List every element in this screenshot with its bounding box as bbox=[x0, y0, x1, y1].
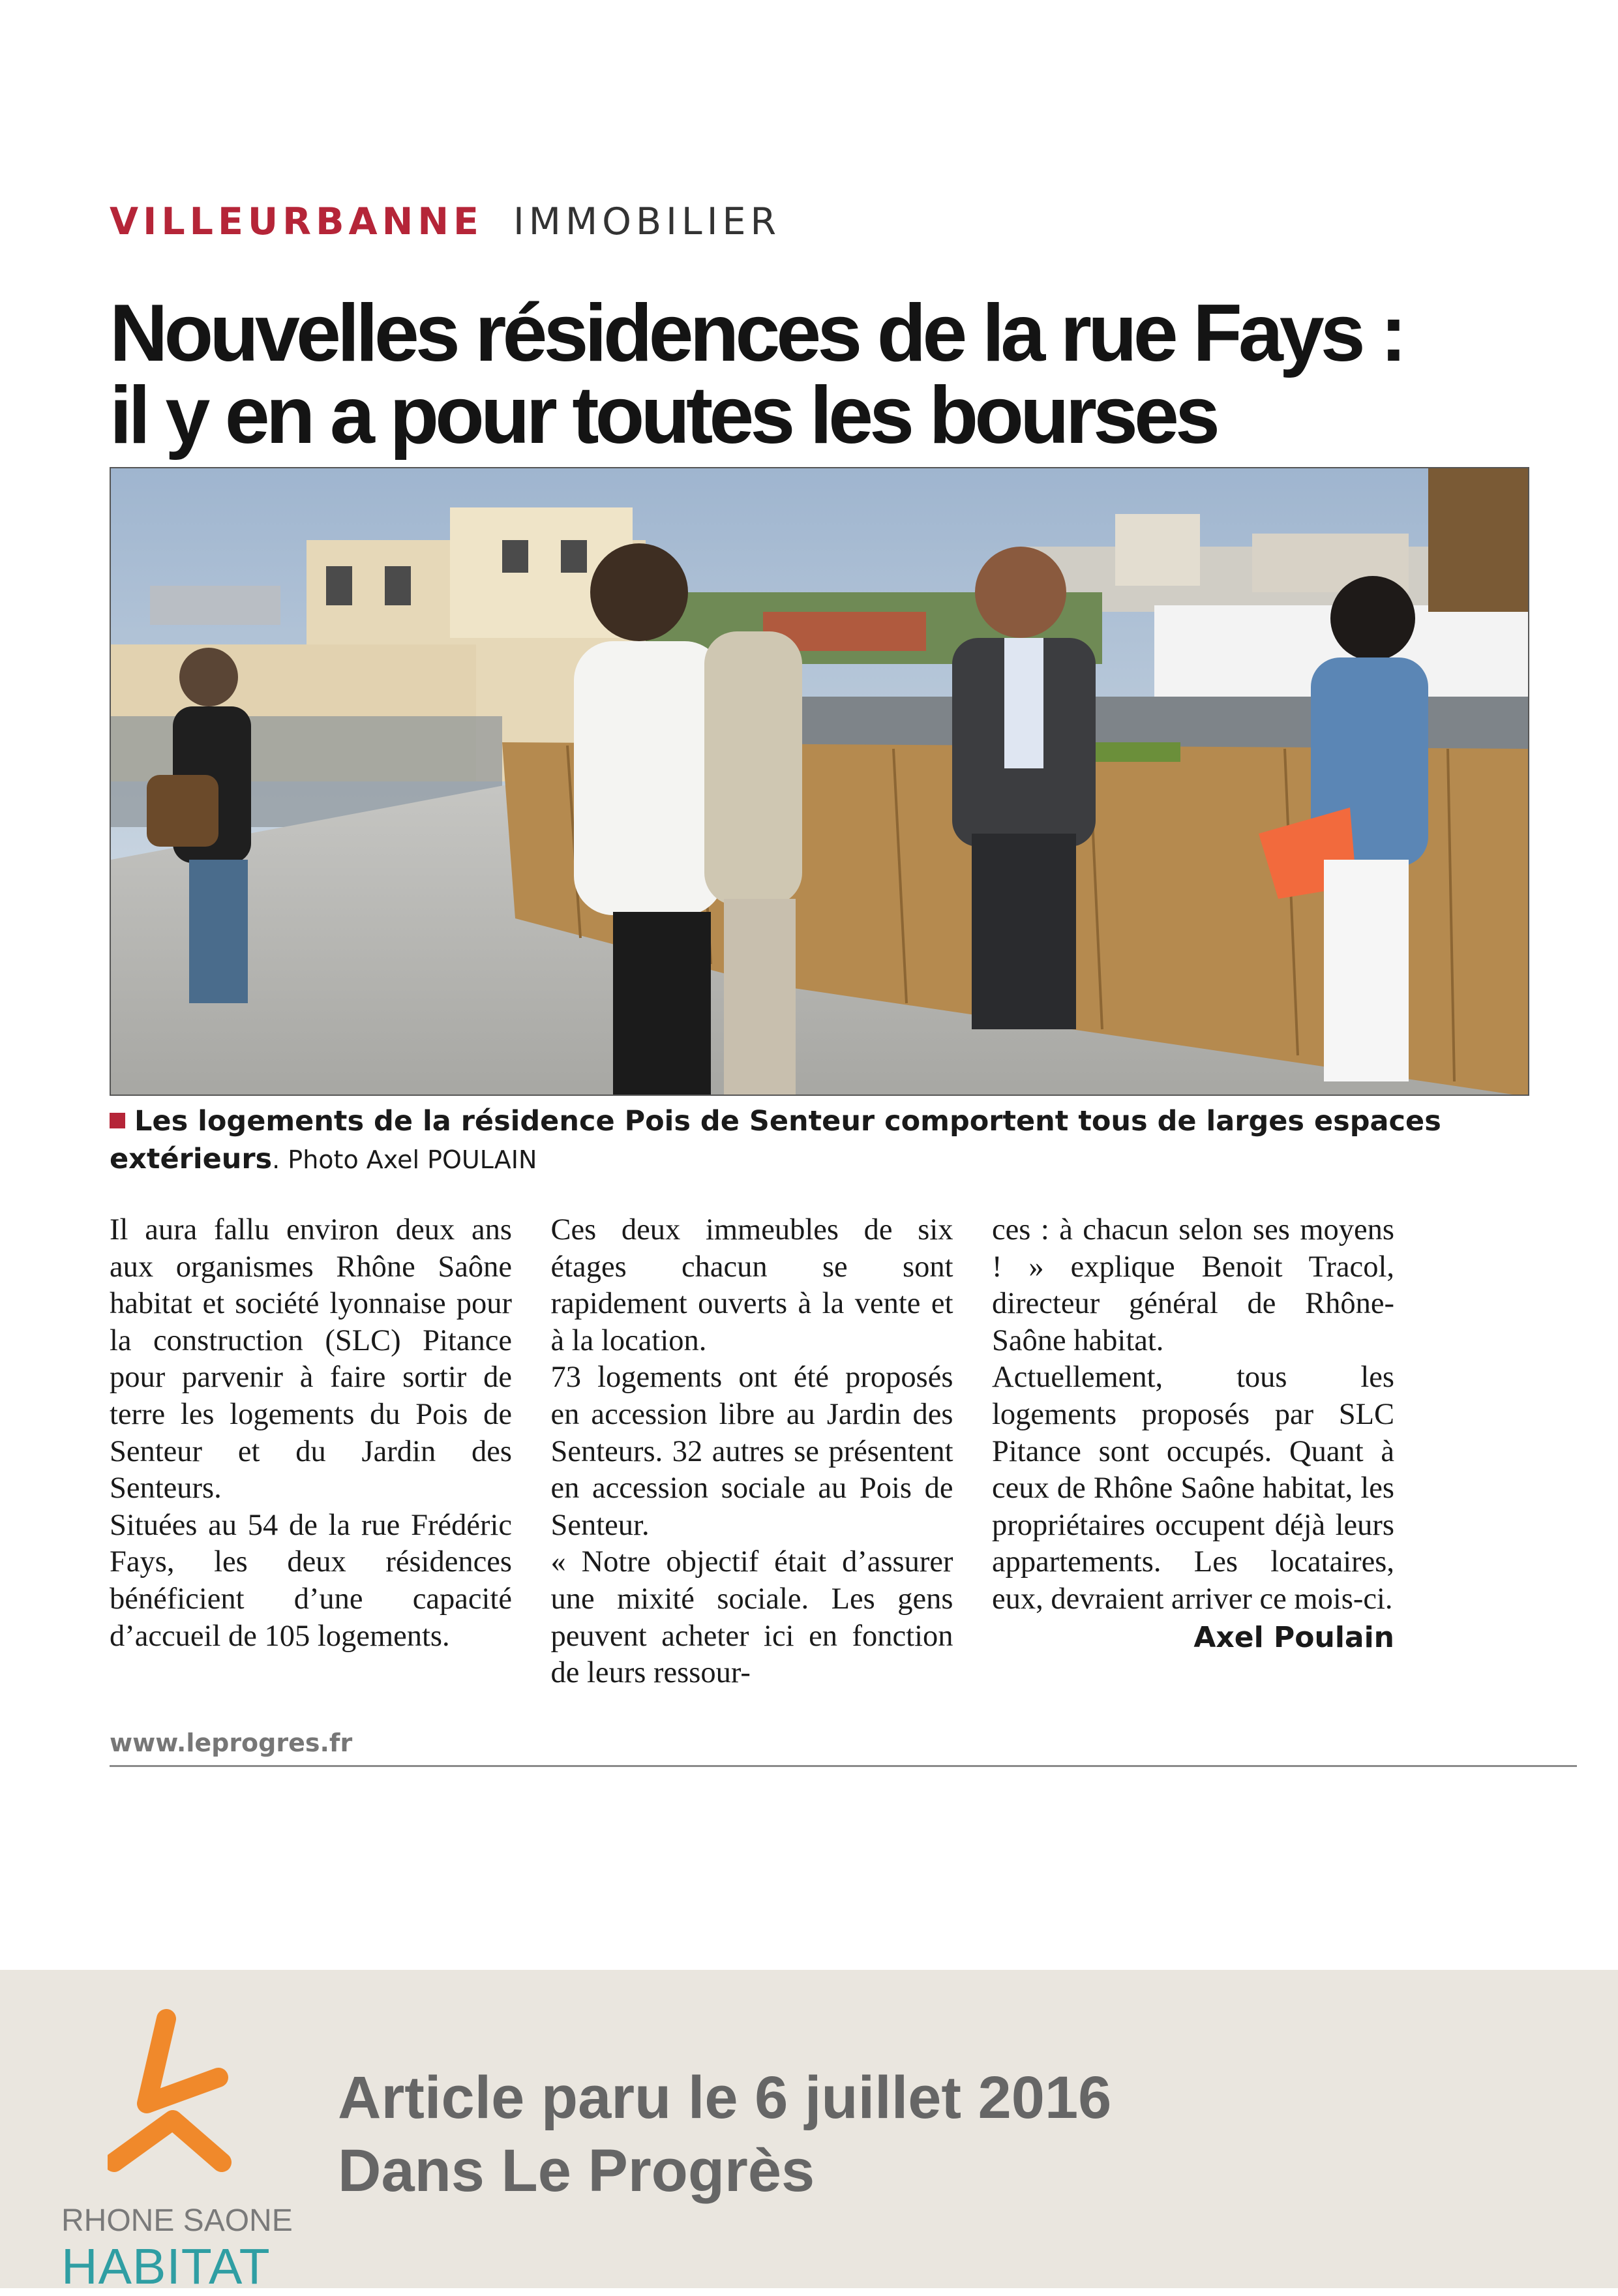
author-signature: Axel Poulain bbox=[1193, 1620, 1394, 1654]
website-link[interactable]: www.leprogres.fr bbox=[110, 1729, 353, 1757]
page-divider bbox=[110, 1765, 1577, 1767]
headline-line-2: il y en a pour toutes les bourses bbox=[110, 370, 1216, 461]
headline-line-1: Nouvelles résidences de la rue Fays : bbox=[110, 288, 1403, 378]
caption-marker-square bbox=[110, 1113, 125, 1128]
photo-caption bbox=[110, 1102, 1512, 1179]
article-paragraph: Actuellement, tous les logements proposés par SLC Pitance sont occupés. Quant à ceux de Rhône Saône habitat, les propriétaires occupent déjà leurs appartements. Les locataires, eux, devraient arriver ce mois-ci. bbox=[992, 1361, 1394, 1616]
article-column-3 bbox=[992, 1212, 1394, 1708]
rhone-saone-habitat-logo bbox=[52, 2006, 293, 2295]
publication-source-line: Dans Le Progrès bbox=[338, 2137, 815, 2204]
footer-band bbox=[0, 1970, 1618, 2295]
article-paragraph: « Notre objectif était d’assurer une mixité sociale. Les gens peuvent acheter ici en fonction de leurs ressour- bbox=[550, 1545, 953, 1690]
article-paragraph: Il aura fallu environ deux ans aux organismes Rhône Saône habitat et société lyonnaise pour la construction (SLC) Pitance pour parvenir à faire sortir de terre les logements du Pois de Senteur et du Jardin des Senteurs. bbox=[110, 1213, 512, 1505]
article-headline bbox=[110, 288, 1512, 461]
publication-date-line: Article paru le 6 juillet 2016 bbox=[338, 2064, 1112, 2131]
caption-text: Les logements de la résidence Pois de Senteur comportent tous de larges espaces extérieurs bbox=[110, 1105, 1441, 1175]
article-paragraph: 73 logements ont été proposés en accession libre au Jardin des Senteurs. 32 autres se présentent en accession sociale au Pois de Senteur. bbox=[550, 1361, 953, 1542]
kicker-location: VILLEURBANNE bbox=[110, 200, 483, 243]
section-kicker bbox=[110, 196, 781, 248]
logo-mark-icon bbox=[108, 2006, 238, 2195]
publication-note bbox=[338, 2061, 1111, 2207]
kicker-rubric: IMMOBILIER bbox=[513, 200, 781, 243]
photo-credit: . Photo Axel POULAIN bbox=[272, 1145, 537, 1174]
article-column-2 bbox=[551, 1212, 953, 1708]
article-photo bbox=[110, 467, 1529, 1096]
logo-line-2: HABITAT bbox=[61, 2239, 271, 2295]
article-body bbox=[110, 1212, 1394, 1708]
article-paragraph: ces : à chacun selon ses moyens ! » explique Benoit Tracol, directeur général de Rhône-Saône habitat. bbox=[992, 1213, 1394, 1357]
logo-line-1: RHONE SAONE bbox=[61, 2203, 293, 2238]
article-paragraph: Ces deux immeubles de six étages chacun se sont rapidement ouverts à la vente et à la location. bbox=[550, 1213, 953, 1357]
article-paragraph: Situées au 54 de la rue Frédéric Fays, les deux résidences bénéficient d’une capacité d’accueil de 105 logements. bbox=[110, 1508, 512, 1653]
article-column-1 bbox=[110, 1212, 512, 1708]
rooftop-scene-illustration bbox=[111, 468, 1529, 1096]
